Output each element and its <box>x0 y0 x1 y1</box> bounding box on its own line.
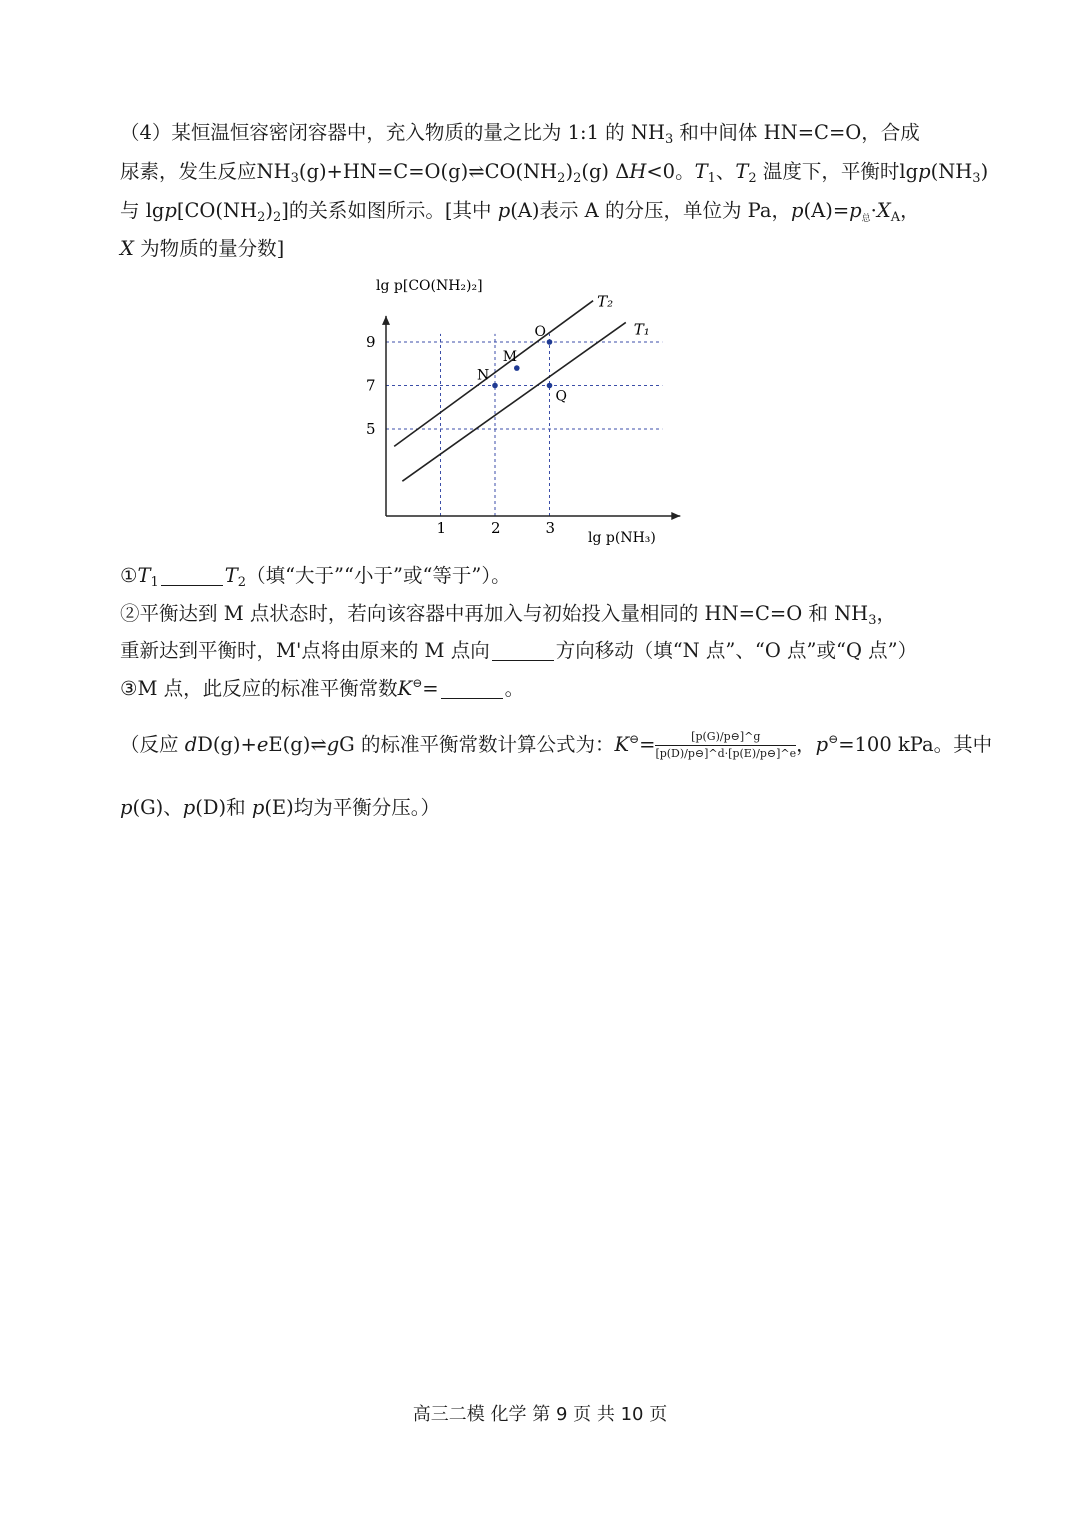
sub-question-2-line-1: ②平衡达到 M 点状态时，若向该容器中再加入与初始投入量相同的 HN=C=O 和 $NH_3$， <box>120 602 896 628</box>
k-formula-fraction <box>655 731 796 760</box>
point-N <box>492 383 498 389</box>
y-axis-arrow <box>382 316 390 325</box>
point-label-M: M <box>502 349 518 366</box>
series-line-0 <box>394 301 593 447</box>
sub-question-3: ③M 点，此反应的标准平衡常数K⊖= 。 <box>120 676 525 700</box>
x-tick-label-3: 3 <box>545 519 556 537</box>
point-M <box>514 365 520 371</box>
x-tick-label-2: 2 <box>491 519 501 537</box>
question-line-4: X 为物质的量分数] <box>120 237 285 260</box>
point-label-Q: Q <box>555 388 567 405</box>
series-line-1 <box>402 322 625 481</box>
point-label-O: O <box>534 324 546 340</box>
x-axis-arrow <box>671 512 680 520</box>
x-axis-label: lg p(NH₃) <box>588 530 656 546</box>
question-line-2: 尿素，发生反应$NH_3(g)+HN=C=O(g)\rightleftharpoons CO(NH_2)_2(g)$ ΔH<0。$T_1$、$T_2$ 温度下，平衡时$\lg p(NH_3)$ <box>120 160 989 186</box>
tick-labels <box>366 333 555 537</box>
page-footer: 高三二模 化学 第 9 页 共 10 页 <box>412 1404 668 1425</box>
grid-lines <box>386 334 662 516</box>
question-line-1: （4）某恒温恒容密闭容器中，充入物质的量之比为 1:1 的 $NH_3$ 和中间体 HN=C=O，合成 <box>120 121 920 147</box>
series-label-1: T₁ <box>633 320 650 339</box>
y-axis-label: lg p[CO(NH₂)₂] <box>376 278 483 294</box>
sub-question-2-line-2: 重新达到平衡时，M'点将由原来的 M 点向 方向移动（填“N 点”、“O 点”或“Q 点”） <box>120 639 918 662</box>
k-formula-denominator: [p(D)/p⊖]^d·[p(E)/p⊖]^e <box>655 747 797 760</box>
series-label-0: T₂ <box>597 292 614 311</box>
answer-blank-1[interactable] <box>161 565 223 586</box>
x-tick-label-1: 1 <box>436 519 447 537</box>
y-tick-label-9: 9 <box>366 333 376 351</box>
note-line-1: （反应 dD(g)+eE(g)⇌gG 的标准平衡常数计算公式为：K⊖= $\frac{[p(G)/p⊖]\^{}g}{[p(D)/p⊖]\^{}d\cdot[p(E)/p⊖]\^{}e}$ ，p⊖=100 kPa。其中 <box>120 730 993 760</box>
k-formula-numerator: [p(G)/p⊖]^g <box>655 731 796 746</box>
series-lines <box>394 293 650 482</box>
data-points <box>477 324 567 405</box>
y-tick-label-5: 5 <box>366 420 376 438</box>
sub-question-1: $①T_1$ $T_2$（填“大于”“小于”或“等于”）。 <box>120 564 511 590</box>
point-label-N: N <box>477 367 490 384</box>
answer-blank-3[interactable] <box>441 678 503 699</box>
equilibrium-chart <box>366 266 686 552</box>
point-O <box>547 339 553 345</box>
question-line-3: 与 $\lg p[CO(NH_2)_2]$的关系如图所示。[其中 p(A)表示 A 的分压，单位为 Pa，$p(A)=p_总\cdot X_A$， <box>120 199 920 225</box>
note-line-2: p(G)、p(D)和 p(E)均为平衡分压。） <box>120 796 441 819</box>
y-tick-label-7: 7 <box>366 376 376 395</box>
answer-blank-2[interactable] <box>492 640 554 661</box>
point-Q <box>547 383 553 389</box>
